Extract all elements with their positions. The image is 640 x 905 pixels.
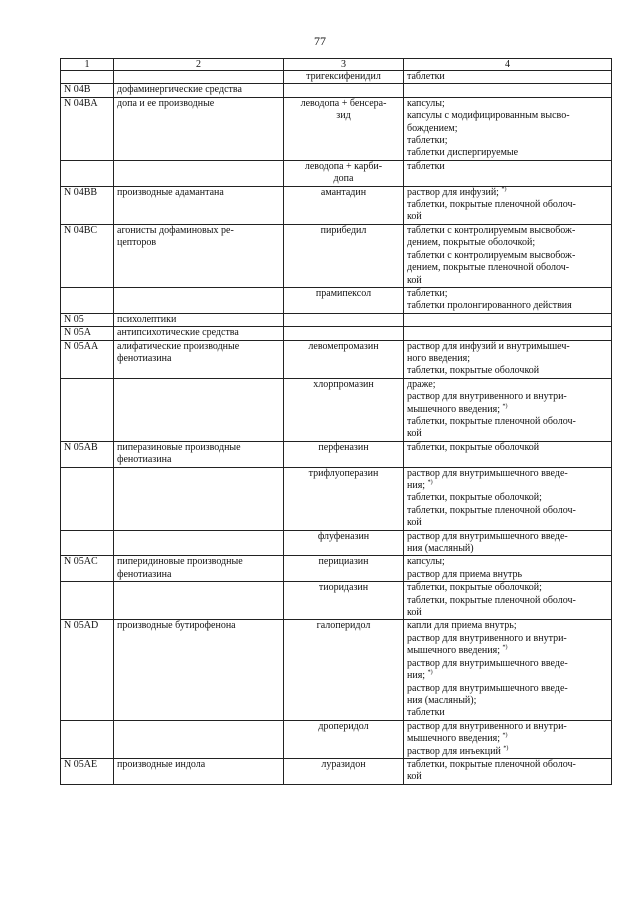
dosage-forms-cell [404, 160, 612, 186]
table-row [61, 556, 612, 582]
atc-code-cell [61, 582, 114, 620]
table-row [61, 620, 612, 720]
column-header: 2 [114, 59, 284, 71]
group-name-cell [114, 720, 284, 758]
dosage-form-line: раствор для внутривенного и внутри- [407, 391, 567, 403]
dosage-form-line: таблетки, покрытые пленочной оболоч- [407, 199, 576, 211]
dosage-form-line: таблетки диспергируемые [407, 147, 519, 159]
atc-code-cell [61, 287, 114, 313]
dosage-forms-cell [404, 378, 612, 441]
group-name-cell: антипсихотические средства [114, 327, 284, 340]
atc-code-cell [61, 160, 114, 186]
group-name-cell: производные адамантана [114, 186, 284, 224]
atc-code-cell: N 05AB [61, 441, 114, 467]
drug-name-cell: амантадин [284, 186, 404, 224]
dosage-form-line: драже; [407, 378, 436, 390]
dosage-form-line: раствор для внутримышечного введе- [407, 530, 568, 542]
table-row [61, 441, 612, 467]
dosage-form-line: кой [407, 771, 422, 783]
drug-name-cell [284, 84, 404, 97]
dosage-form-line: таблетки, покрытые оболочкой [407, 441, 540, 453]
dosage-form-line: ния; *) [407, 479, 433, 491]
atc-code-cell [61, 467, 114, 530]
dosage-forms-cell [404, 556, 612, 582]
dosage-form-line: таблетки, покрытые пленочной оболоч- [407, 504, 576, 516]
dosage-forms-cell [404, 71, 612, 84]
drug-name-cell [284, 313, 404, 326]
group-name-cell: алифатические производные фенотиазина [114, 340, 284, 378]
page-number: 77 [314, 34, 326, 48]
dosage-form-line: бождением; [407, 122, 458, 134]
drug-name-cell: галоперидол [284, 620, 404, 720]
drug-name-cell: тиоридазин [284, 582, 404, 620]
dosage-form-line: раствор для внутривенного и внутри- [407, 720, 567, 732]
dosage-form-line: ния; *) [407, 669, 433, 682]
atc-code-cell [61, 71, 114, 84]
drug-name-cell: леводопа + карби- допа [284, 160, 404, 186]
group-name-cell [114, 467, 284, 530]
atc-code-cell: N 04BC [61, 224, 114, 287]
dosage-form-line: таблетки с контролируемым высвобож- [407, 224, 576, 236]
atc-code-cell: N 05AC [61, 556, 114, 582]
dosage-form-line: кой [407, 211, 422, 223]
dosage-form-line: таблетки, покрытые пленочной оболоч- [407, 758, 576, 770]
drug-table [60, 58, 612, 785]
table-row [61, 327, 612, 340]
atc-code-cell: N 04BA [61, 97, 114, 160]
dosage-form-line: раствор для инфузий; *) [407, 186, 507, 198]
atc-code-cell: N 05AE [61, 758, 114, 784]
dosage-forms-cell [404, 530, 612, 556]
dosage-form-line: таблетки, покрытые оболочкой [407, 365, 540, 377]
drug-name-cell: луразидон [284, 758, 404, 784]
atc-code-cell: N 05AD [61, 620, 114, 720]
table-row [61, 582, 612, 620]
group-name-cell: пиперидиновые производные фенотиазина [114, 556, 284, 582]
dosage-forms-cell [404, 582, 612, 620]
table-row [61, 160, 612, 186]
drug-name-cell: левомепромазин [284, 340, 404, 378]
dosage-form-line: раствор для внутримышечного введе- [407, 657, 568, 669]
group-name-cell [114, 530, 284, 556]
group-name-cell: психолептики [114, 313, 284, 326]
dosage-form-line: таблетки, покрытые оболочкой; [407, 492, 542, 504]
table-row [61, 287, 612, 313]
column-header: 1 [61, 59, 114, 71]
drug-name-cell [284, 327, 404, 340]
drug-name-cell: флуфеназин [284, 530, 404, 556]
dosage-form-line: раствор для внутримышечного введе- [407, 682, 568, 694]
atc-code-cell: N 04BB [61, 186, 114, 224]
atc-code-cell: N 05 [61, 313, 114, 326]
dosage-form-line: раствор для внутримышечного введе- [407, 467, 568, 479]
dosage-forms-cell [404, 620, 612, 720]
drug-name-cell: дроперидол [284, 720, 404, 758]
dosage-form-line: таблетки; [407, 135, 448, 147]
dosage-form-line: капсулы; [407, 97, 445, 109]
dosage-form-line: раствор для инъекций *) [407, 745, 509, 757]
dosage-form-line: таблетки; [407, 287, 448, 299]
dosage-form-line: капли для приема внутрь; [407, 620, 517, 632]
column-header: 4 [404, 59, 612, 71]
dosage-form-line: кой [407, 517, 422, 529]
dosage-form-line: таблетки пролонгированного действия [407, 300, 572, 312]
table-row [61, 313, 612, 326]
dosage-forms-cell [404, 313, 612, 326]
dosage-form-line: кой [407, 274, 422, 286]
atc-code-cell: N 05AA [61, 340, 114, 378]
column-header: 3 [284, 59, 404, 71]
dosage-form-line: ного введения; [407, 352, 471, 364]
table-row [61, 378, 612, 441]
dosage-forms-cell [404, 467, 612, 530]
dosage-form-line: мышечного введения; *) [407, 403, 508, 415]
group-name-cell: производные индола [114, 758, 284, 784]
group-name-cell: допа и ее производные [114, 97, 284, 160]
dosage-form-line: таблетки, покрытые пленочной оболоч- [407, 594, 576, 606]
group-name-cell: пиперазиновые производные фенотиазина [114, 441, 284, 467]
dosage-forms-cell [404, 224, 612, 287]
drug-name-cell: перициазин [284, 556, 404, 582]
dosage-form-line: таблетки [407, 71, 445, 82]
dosage-form-line: кой [407, 607, 422, 619]
dosage-form-line: дением, покрытые оболочкой; [407, 237, 536, 249]
dosage-form-line: раствор для инфузий и внутримышеч- [407, 340, 570, 352]
drug-name-cell: тригексифенидил [284, 71, 404, 84]
dosage-form-line: капсулы; [407, 556, 445, 568]
group-name-cell [114, 287, 284, 313]
drug-name-cell: леводопа + бенсера- зид [284, 97, 404, 160]
dosage-forms-cell [404, 441, 612, 467]
atc-code-cell [61, 530, 114, 556]
group-name-cell: производные бутирофенона [114, 620, 284, 720]
table-row [61, 530, 612, 556]
group-name-cell: дофаминергические средства [114, 84, 284, 97]
group-name-cell [114, 160, 284, 186]
table-row [61, 84, 612, 97]
dosage-forms-cell [404, 327, 612, 340]
drug-name-cell: прамипексол [284, 287, 404, 313]
dosage-form-line: дением, покрытые пленочной оболоч- [407, 262, 570, 274]
dosage-form-line: таблетки с контролируемым высвобож- [407, 249, 576, 261]
table-row [61, 720, 612, 758]
group-name-cell [114, 582, 284, 620]
table-row [61, 186, 612, 224]
dosage-forms-cell [404, 287, 612, 313]
table-row [61, 224, 612, 287]
drug-name-cell: хлорпромазин [284, 378, 404, 441]
dosage-forms-cell [404, 340, 612, 378]
dosage-form-line: таблетки [407, 160, 445, 172]
dosage-form-line: мышечного введения; *) [407, 732, 508, 745]
dosage-forms-cell [404, 720, 612, 758]
dosage-form-line: таблетки, покрытые пленочной оболоч- [407, 415, 576, 427]
dosage-form-line: ния (масляный); [407, 694, 477, 706]
dosage-forms-cell [404, 84, 612, 97]
dosage-form-line: таблетки [407, 707, 445, 719]
dosage-form-line: раствор для внутривенного и внутри- [407, 632, 567, 644]
dosage-form-line: кой [407, 428, 422, 440]
dosage-form-line: раствор для приема внутрь [407, 568, 523, 580]
drug-name-cell: трифлуоперазин [284, 467, 404, 530]
column-header-row [61, 59, 612, 71]
table-row [61, 71, 612, 84]
group-name-cell [114, 71, 284, 84]
drug-name-cell: пирибедил [284, 224, 404, 287]
atc-code-cell: N 05A [61, 327, 114, 340]
atc-code-cell: N 04B [61, 84, 114, 97]
dosage-form-line: мышечного введения; *) [407, 644, 508, 657]
dosage-form-line: капсулы с модифицированным высво- [407, 110, 570, 122]
dosage-form-line: таблетки, покрытые оболочкой; [407, 582, 542, 594]
group-name-cell: агонисты дофаминовых ре- цепторов [114, 224, 284, 287]
atc-code-cell [61, 378, 114, 441]
table-row [61, 97, 612, 160]
table-row [61, 467, 612, 530]
table-row [61, 758, 612, 784]
atc-code-cell [61, 720, 114, 758]
dosage-form-line: ния (масляный) [407, 543, 474, 555]
group-name-cell [114, 378, 284, 441]
dosage-forms-cell [404, 186, 612, 224]
dosage-forms-cell [404, 97, 612, 160]
table-row [61, 340, 612, 378]
drug-name-cell: перфеназин [284, 441, 404, 467]
dosage-forms-cell [404, 758, 612, 784]
